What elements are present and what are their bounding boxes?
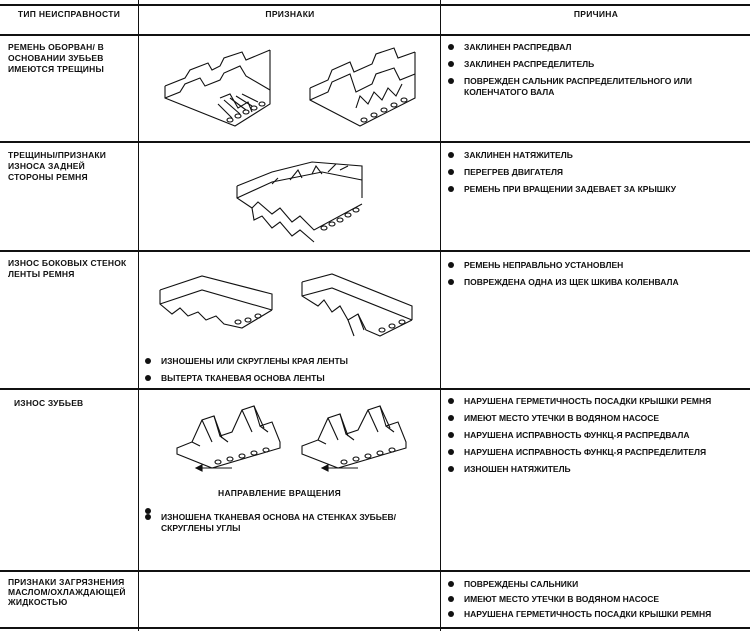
row-4-causes [448,396,748,481]
bullet-icon [145,358,151,364]
row-3-causes [448,260,748,294]
row-4-type: ИЗНОС ЗУБЬЕВ [14,398,84,408]
cause-item [448,76,748,98]
bullet-icon [448,61,454,67]
cause-item [448,430,748,441]
row-2-causes [448,150,748,201]
header-divider [0,34,750,36]
bullet-icon [448,415,454,421]
cause-item [448,167,748,178]
row-divider [0,250,750,252]
symptom-item [145,512,435,534]
cause-text: РЕМЕНЬ НЕПРАВЛЬНО УСТАНОВЛЕН [464,260,624,270]
table-border-top [0,4,750,6]
bullet-icon [448,611,454,617]
cause-text: ПОВРЕЖДЕНА ОДНА ИЗ ЩЕК ШКИВА КОЛЕНВАЛА [464,277,679,287]
bullet-icon [448,398,454,404]
cause-text: ЗАКЛИНЕН НАТЯЖИТЕЛЬ [464,150,573,160]
cause-text: ЗАКЛИНЕН РАСПРЕДЕЛИТЕЛЬ [464,59,595,69]
cause-text: ПОВРЕЖДЕНЫ САЛЬНИКИ [464,579,579,589]
cause-item [448,413,748,424]
cause-item [448,59,748,70]
bullet-icon [448,152,454,158]
cause-item [448,260,748,271]
cause-text: ПЕРЕГРЕВ ДВИГАТЕЛЯ [464,167,564,177]
header-symptoms: ПРИЗНАКИ [265,9,315,19]
table-border-bottom [0,627,750,629]
row-3-symptoms [145,356,435,390]
row-4-symptoms [145,506,435,540]
row-1-causes [448,42,748,104]
rotation-direction-caption: НАПРАВЛЕНИЕ ВРАЩЕНИЯ [218,488,342,498]
cause-text: ПОВРЕЖДЕН САЛЬНИК РАСПРЕДЕЛИТЕЛЬНОГО ИЛИ КОЛЕНЧАТОГО ВАЛА [464,76,692,97]
row-divider [0,141,750,143]
bullet-icon [448,279,454,285]
column-divider [440,0,441,631]
cause-text: НАРУШЕНА ИСПРАВНОСТЬ ФУНКЦ-Я РАСПРЕДВАЛА [464,430,690,440]
bullet-icon [448,44,454,50]
header-type: ТИП НЕИСПРАВНОСТИ [17,9,121,19]
cause-item [448,447,748,458]
header-cause: ПРИЧИНА [573,9,619,19]
row-divider [0,570,750,572]
cause-text: ИЗНОШЕН НАТЯЖИТЕЛЬ [464,464,571,474]
row-5-type: ПРИЗНАКИ ЗАГРЯЗНЕНИЯ МАСЛОМ/ОХЛАЖДАЮЩЕЙ ЖИДКОСТЬЮ [8,577,126,607]
cracked-back-belt-illustration [232,158,372,243]
cause-text: НАРУШЕНА ГЕРМЕТИЧНОСТЬ ПОСАДКИ КРЫШКИ РЕМНЯ [464,609,712,619]
bullet-icon [448,581,454,587]
cause-text: ИМЕЮТ МЕСТО УТЕЧКИ В ВОДЯНОМ НАСОСЕ [464,594,660,604]
cause-item [448,42,748,53]
bullet-icon [448,466,454,472]
row-3-type: ИЗНОС БОКОВЫХ СТЕНОК ЛЕНТЫ РЕМНЯ [8,258,127,279]
symptom-item [145,373,435,384]
bullet-icon [448,186,454,192]
row-1-type: РЕМЕНЬ ОБОРВАН/ В ОСНОВАНИИ ЗУБЬЕВ ИМЕЮТСЯ ТРЕЩИНЫ [8,42,104,74]
bullet-icon [145,375,151,381]
cause-item [448,184,748,195]
bullet-icon [448,432,454,438]
cause-item [448,396,748,407]
cause-item [448,277,748,288]
bullet-icon [448,449,454,455]
symptom-item [145,356,435,367]
row-2-type: ТРЕЩИНЫ/ПРИЗНАКИ ИЗНОСА ЗАДНЕЙ СТОРОНЫ РЕМНЯ [8,150,107,182]
cause-item [448,464,748,475]
bullet-icon [448,596,454,602]
cause-item [448,579,748,590]
cause-item [448,594,748,605]
symptom-text: ИЗНОШЕНА ТКАНЕВАЯ ОСНОВА НА СТЕНКАХ ЗУБЬЕВ/ СКРУГЛЕНЫ УГЛЫ [161,512,396,533]
cause-text: НАРУШЕНА ГЕРМЕТИЧНОСТЬ ПОСАДКИ КРЫШКИ РЕМНЯ [464,396,712,406]
row-5-causes [448,579,748,624]
symptom-text: ВЫТЕРТА ТКАНЕВАЯ ОСНОВА ЛЕНТЫ [161,373,325,383]
column-divider [138,0,139,631]
cause-text: НАРУШЕНА ИСПРАВНОСТЬ ФУНКЦ-Я РАСПРЕДЕЛИТЕЛЯ [464,447,707,457]
bullet-icon [448,169,454,175]
cause-text: ИМЕЮТ МЕСТО УТЕЧКИ В ВОДЯНОМ НАСОСЕ [464,413,660,423]
cause-item [448,150,748,161]
bullet-icon [448,78,454,84]
bullet-icon [448,262,454,268]
broken-belt-illustration [160,48,420,133]
cause-text: РЕМЕНЬ ПРИ ВРАЩЕНИИ ЗАДЕВАЕТ ЗА КРЫШКУ [464,184,677,194]
worn-edges-belt-illustration [152,270,422,350]
cause-item [448,609,748,620]
worn-teeth-belt-illustration [172,402,412,477]
cause-text: ЗАКЛИНЕН РАСПРЕДВАЛ [464,42,572,52]
bullet-icon [145,514,151,520]
symptom-text: ИЗНОШЕНЫ ИЛИ СКРУГЛЕНЫ КРАЯ ЛЕНТЫ [161,356,348,366]
